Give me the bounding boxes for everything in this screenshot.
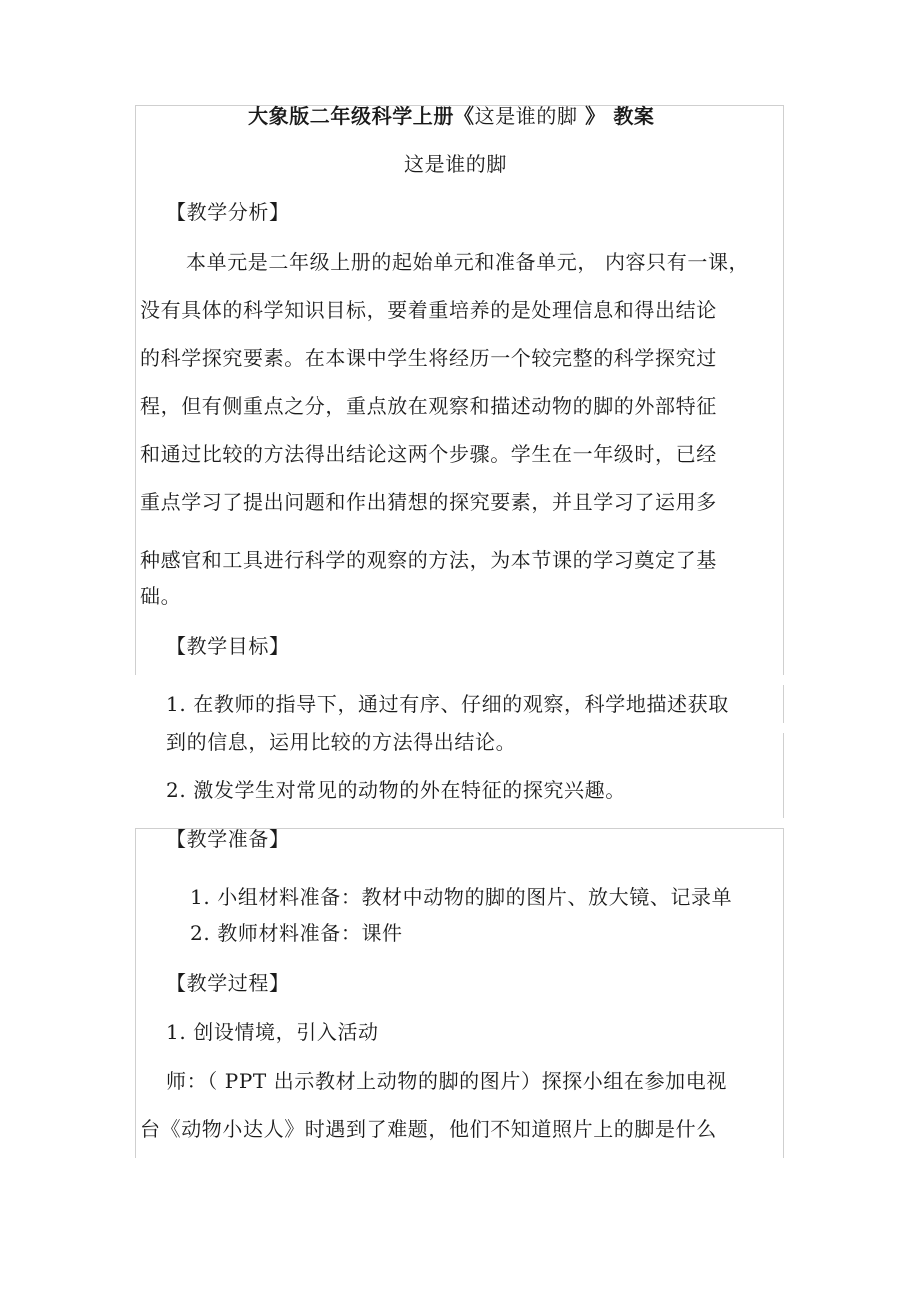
process-text-line: 师：（ PPT 出示教材上动物的脚的图片）探探小组在参加电视 bbox=[166, 1069, 727, 1093]
section-heading-goals: 【教学目标】 bbox=[166, 634, 290, 658]
section-heading-preparation: 【教学准备】 bbox=[166, 827, 290, 851]
paragraph-line: 没有具体的科学知识目标，要着重培养的是处理信息和得出结论 bbox=[140, 298, 717, 322]
frame-right-border-goals-2 bbox=[783, 733, 784, 818]
process-text-line: 台《动物小达人》时遇到了难题，他们不知道照片上的脚是什么 bbox=[140, 1117, 717, 1141]
goal-item-1-continued: 到的信息，运用比较的方法得出结论。 bbox=[166, 730, 517, 754]
paragraph-line: 程，但有侧重点之分，重点放在观察和描述动物的脚的外部特征 bbox=[140, 394, 717, 418]
lesson-subtitle: 这是谁的脚 bbox=[404, 152, 507, 176]
document-title: 大象版二年级科学上册《这是谁的脚 》 教案 bbox=[248, 104, 655, 128]
frame-right-border-goals-1 bbox=[783, 685, 784, 723]
section-heading-analysis: 【教学分析】 bbox=[166, 200, 290, 224]
frame-right-border bbox=[783, 105, 784, 675]
paragraph-line: 种感官和工具进行科学的观察的方法，为本节课的学习奠定了基 bbox=[140, 548, 717, 572]
paragraph-line: 重点学习了提出问题和作出猜想的探究要素，并且学习了运用多 bbox=[140, 490, 717, 514]
process-step-1: 1. 创设情境，引入活动 bbox=[166, 1020, 379, 1044]
section-heading-process: 【教学过程】 bbox=[166, 971, 290, 995]
paragraph-line: 和通过比较的方法得出结论这两个步骤。学生在一年级时，已经 bbox=[140, 442, 717, 466]
preparation-item-2: 2. 教师材料准备：课件 bbox=[190, 921, 403, 945]
paragraph-line: 础。 bbox=[140, 584, 182, 608]
preparation-item-1: 1. 小组材料准备：教材中动物的脚的图片、放大镜、记录单 bbox=[190, 885, 733, 909]
frame-left-border bbox=[135, 105, 136, 675]
goal-item-2: 2. 激发学生对常见的动物的外在特征的探究兴趣。 bbox=[166, 778, 626, 802]
frame-right-border-2 bbox=[783, 828, 784, 1158]
goal-item-1: 1. 在教师的指导下，通过有序、仔细的观察，科学地描述获取 bbox=[166, 692, 729, 716]
paragraph-line: 的科学探究要素。在本课中学生将经历一个较完整的科学探究过 bbox=[140, 346, 717, 370]
paragraph-line: 本单元是二年级上册的起始单元和准备单元， 内容只有一课， bbox=[186, 250, 750, 274]
frame-left-border-2 bbox=[135, 828, 136, 1158]
